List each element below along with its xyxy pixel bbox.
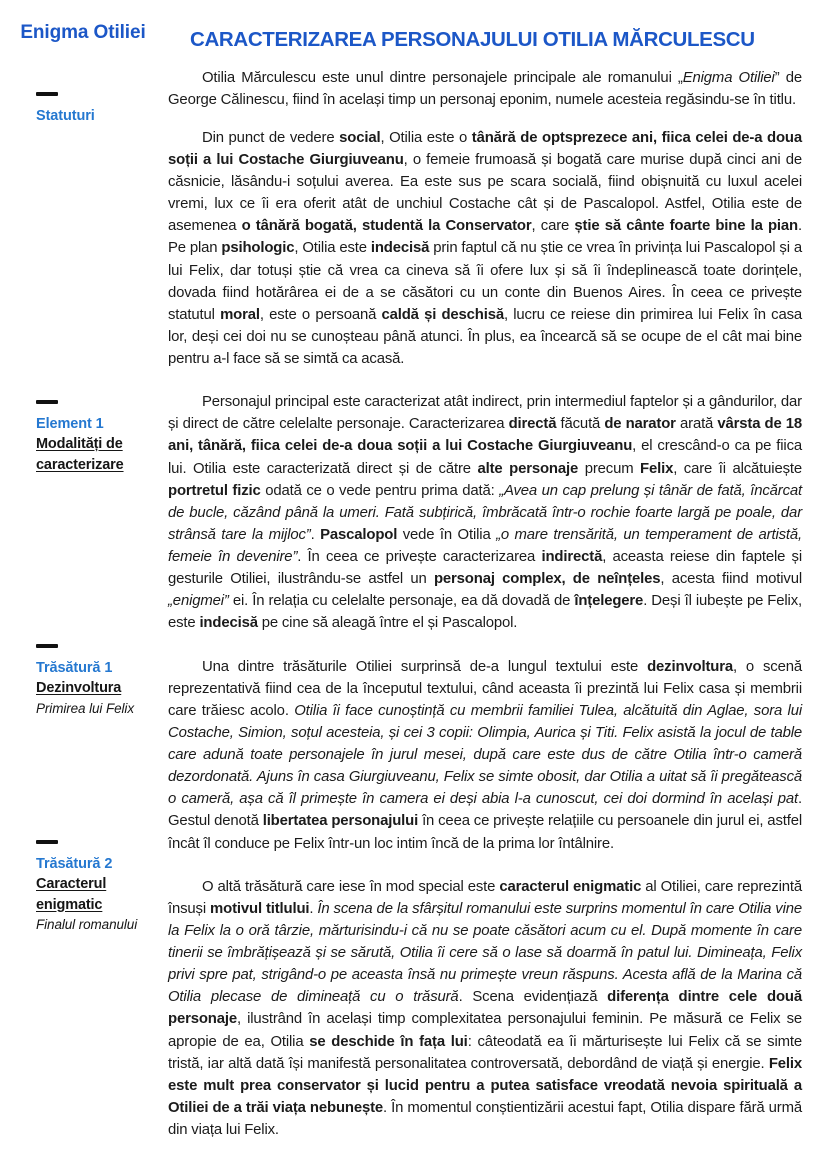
sidebar-entry-trasatura-1 — [36, 644, 162, 718]
sidebar-kicker: Statuturi — [36, 108, 95, 124]
main-content — [156, 18, 802, 1141]
dash-marker-icon — [36, 400, 58, 404]
paragraph-enigmatic: O altă trăsătură care iese în mod special este caracterul enigmatic al Otiliei, care reprezintă însuși motivul titlului. În scena de la sfârșitul romanului este surprins momentul în care Otilia vine la Felix la o oră târzie, mărturisindu-i că nu se poate căsători acum cu el. După momente în care tinerii se îmbrățișează și se sărută, Otilia îi cere să o lase să doarmă în patul lui. Dimineața, Felix privi spre pat, strigând-o pe aceasta însă nu primește vreun răspuns. Acesta află de la Marina că Otilia plecase de dimineață cu o trăsură. Scena evidențiază diferența dintre cele două personaje, ilustrând în același timp complexitatea personajului feminin. Pe măsură ce Felix se apropie de ea, Otilia se deschide în fața lui: câteodată ea îi mărturisește lui Felix că se simte tristă, iar altă dată își manifestă personalitatea controversată, debordând de viață și energie. Felix este mult prea conservator și lucid pentru a putea satisface vreodată nevoia spirituală a Otiliei de a trăi viața nebunește. În momentul conștientizării acestui fapt, Otilia dispare fără urmă din viața lui Felix. — [168, 878, 803, 1139]
paragraph-modalitati: Personajul principal este caracterizat atât indirect, prin intermediul faptelor și a gândurilor, dar și direct de către celelalte personaje. Caracterizarea directă făcută de narator arată vârsta de 18 ani, tânără, fiica celei de-a doua soții a lui Costache Giurgiuveanu, el crescând-o ca pe fiica lui. Otilia este caracterizată direct și de către alte personaje precum Felix, care îi alcătuiește portretul fizic odată ce o vede pentru prima dată: „Avea un cap prelung și tânăr de fată, încărcat de bucle, căzând până la umeri. Fată subțirică, îmbrăcată într-o rochie foarte largă pe poale, dar strânsă tare la mijloc”. Pascalopol vede în Otilia „o mare trensărită, un temperament de artistă, femeie în devenire”. În ceea ce privește caracterizarea indirectă, aceasta reiese din faptele și gesturile Otiliei, ilustrându-se astfel un personaj complex, de neînțeles, acesta fiind motivul „enigmei” ei. În relația cu celelalte personaje, ea dă dovadă de înțelegere. Deși îl iubește pe Felix, este indecisă pe cine să aleagă între el și Pascalopol. — [168, 394, 803, 632]
sidebar-kicker: Element 1 — [36, 416, 104, 432]
dash-marker-icon — [36, 840, 58, 844]
paragraph-intro: Otilia Mărculescu este unul dintre personajele principale ale romanului „Enigma Otiliei” de George Călinescu, fiind în același timp un personaj eponim, numele acesteia regăsindu-se în titlu. — [168, 69, 802, 108]
sidebar-kicker: Trăsătură 2 — [36, 856, 113, 872]
essay-body — [168, 67, 802, 1142]
sidebar-sublabel: Caracterul enigmatic — [36, 876, 107, 913]
paragraph-statuturi: Din punct de vedere social, Otilia este o tânără de optsprezece ani, fiica celei de-a doua soții a lui Costache Giurgiuveanu, o femeie frumoasă și bogată care murise după cinci ani de căsnicie, lăsându-i soțului averea. Ea este sus pe scara socială, fiind obișnuită cu luxul acelei vremi, lux ce îi era oferit atât de unchiul Costache cât și de Pascalopol. Astfel, Otilia este de asemenea o tânără bogată, studentă la Conservator, care știe să cânte foarte bine la pian. Pe plan psihologic, Otilia este indecisă prin faptul că nu știe ce vrea în privința lui Pascalopol și a lui Felix, dar totuși știe că vrea ca cineva să îi ofere lux și să îi îndeplinească toate dorințele, dovada fiind hotărârea ei de a se căsători cu un conte din Buenos Aires. În ceea ce privește statutul moral, este o persoană caldă și deschisă, lucru ce reiese din primirea lui Felix în casa lor, deși cei doi nu se cunoșteau până atunci. În plus, ea încearcă să se ocupe de el cât mai bine pentru a-l face să se simtă ca acasă. — [168, 129, 802, 368]
dash-marker-icon — [36, 92, 58, 96]
sidebar — [18, 18, 156, 933]
page-title: CARACTERIZAREA PERSONAJULUI OTILIA MĂRCULESCU — [190, 28, 755, 51]
sidebar-note: Primirea lui Felix — [36, 700, 134, 716]
sidebar-entry-element-1 — [36, 400, 162, 475]
sidebar-entry-trasatura-2 — [36, 840, 162, 935]
sidebar-entry-statuturi — [36, 92, 162, 126]
paragraph-dezinvoltura: Una dintre trăsăturile Otiliei surprinsă de-a lungul textului este dezinvoltura, o scenă reprezentativă fiind cea de la începutul textului, când aceasta îi prezintă lui Felix casa și membrii care trăiesc acolo. Otilia îi face cunoștință cu membrii familiei Tulea, alcătuită din Aglae, sora lui Costache, Simion, soțul acesteia, și cei 3 copii: Olimpia, Aurica și Titi. Felix asistă la jocul de table care adună toate personajele în jurul mesei, după care este dus de către Otilia într-o cameră dezordonată. Ajuns în casa Giurgiuveanu, Felix se simte obosit, dar Otilia a uitat să îi pregătească o cameră, așa că îl primește în camera ei deși abia l-a cunoscut, cei doi dormind în același pat. Gestul denotă libertatea personajului în ceea ce privește relațiile cu persoanele din jurul ei, astfel încât îl conduce pe Felix într-un loc intim încă de la prima lor întâlnire. — [168, 658, 803, 852]
dash-marker-icon — [36, 644, 58, 648]
sidebar-note: Finalul romanului — [36, 917, 138, 933]
sidebar-sublabel: Modalități de caracterizare — [36, 436, 124, 473]
sidebar-kicker: Trăsătură 1 — [36, 660, 113, 676]
document-title: Enigma Otiliei — [20, 22, 146, 43]
sidebar-sublabel: Dezinvoltura — [36, 680, 122, 697]
